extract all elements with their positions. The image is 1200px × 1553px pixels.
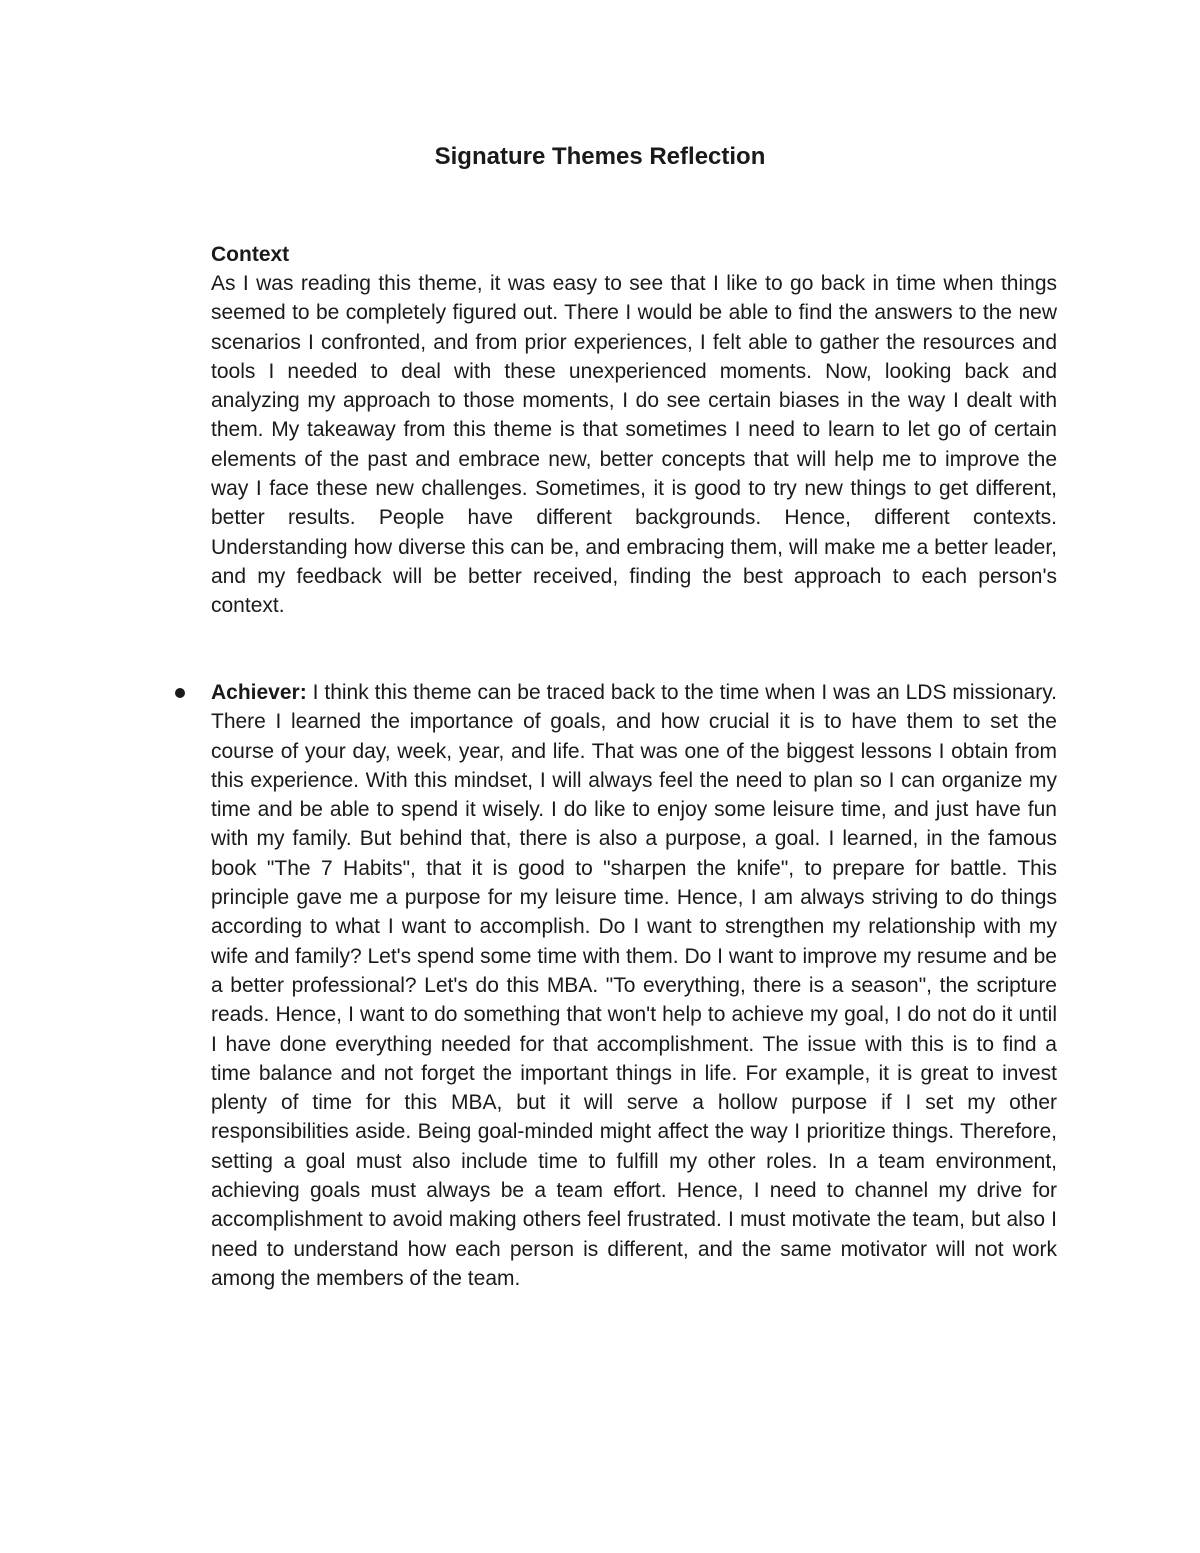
context-heading: Context [211, 243, 290, 266]
achiever-text: I think this theme can be traced back to the time when I was an LDS missionary. There I learned the importance of goals, and how crucial it is to have them to set the course of your day, week, year, and life. That was one of the biggest lessons I obtain from this experience. With this mindset, I will always feel the need to plan so I can organize my time and be able to spend it wisely. I do like to enjoy some leisure time, and just have fun with my family. But behind that, there is also a purpose, a goal. I learned, in the famous book "The 7 Habits", that it is good to "sharpen the knife", to prepare for battle. This principle gave me a purpose for my leisure time. Hence, I am always striving to do things according to what I want to accomplish. Do I want to strengthen my relationship with my wife and family? Let's spend some time with them. Do I want to improve my resume and be a better professional? Let's do this MBA. "To everything, there is a season", the scripture reads. Hence, I want to do something that won't help to achieve my goal, I do not do it until I have done everything needed for that accomplishment. The issue with this is to find a time balance and not forget the important things in life. For example, it is great to invest plenty of time for this MBA, but it will serve a hollow purpose if I set my other responsibilities aside. Being goal-minded might affect the way I prioritize things. Therefore, setting a goal must also include time to fulfill my other roles. In a team environment, achieving goals must always be a team effort. Hence, I need to channel my drive for accomplishment to avoid making others feel frustrated. I must motivate the team, but also I need to understand how each person is different, and the same motivator will not work among the members of the team. [211, 681, 1057, 1290]
achiever-list-item [211, 678, 1057, 1293]
achiever-paragraph [211, 678, 1057, 1293]
context-paragraph: As I was reading this theme, it was easy to see that I like to go back in time when things seemed to be completely figured out. There I would be able to find the answers to the new scenarios I confronted, and from prior experiences, I felt able to gather the resources and tools I needed to deal with these unexperienced moments. Now, looking back and analyzing my approach to those moments, I do see certain biases in the way I dealt with them. My takeaway from this theme is that sometimes I need to learn to let go of certain elements of the past and embrace new, better concepts that will help me to improve the way I face these new challenges. Sometimes, it is good to try new things to get different, better results. People have different backgrounds. Hence, different contexts. Understanding how diverse this can be, and embracing them, will make me a better leader, and my feedback will be better received, finding the best approach to each person's context. [211, 272, 1057, 618]
context-section [211, 240, 1057, 621]
document-title: Signature Themes Reflection [434, 143, 766, 170]
bullet-icon [175, 688, 185, 698]
achiever-label: Achiever: [211, 681, 307, 704]
